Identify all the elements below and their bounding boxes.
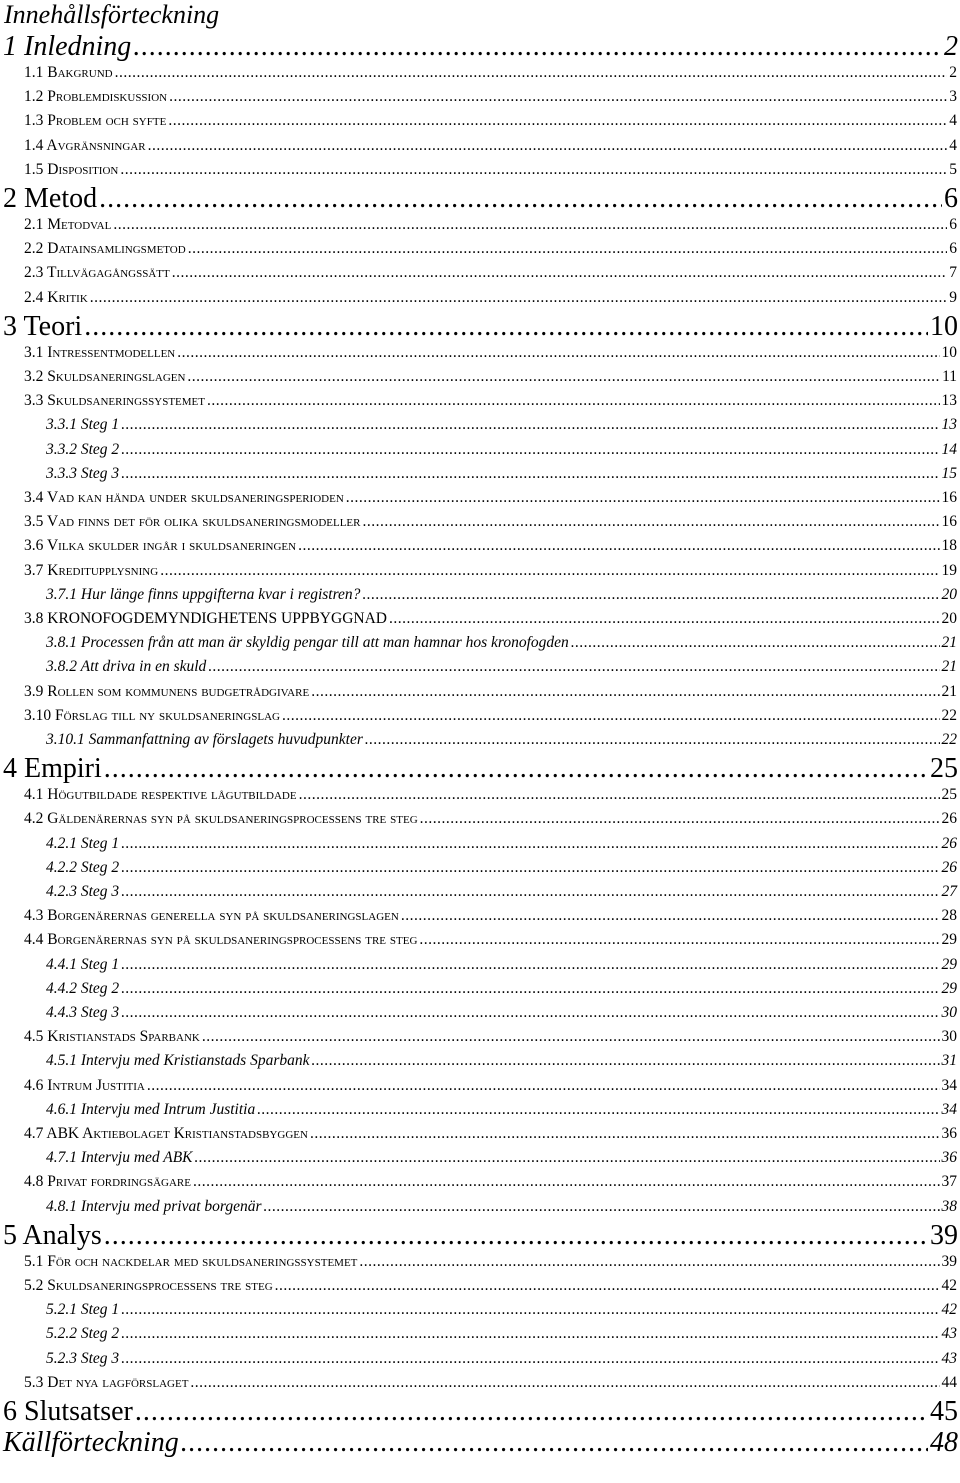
toc-entry[interactable] <box>46 1100 957 1120</box>
toc-entry-page: 14 <box>941 440 957 458</box>
toc-leader-dots <box>121 882 939 902</box>
toc-leader-dots <box>104 754 928 784</box>
toc-entry-label: 3.3 Skuldsaneringssystemet <box>24 392 205 410</box>
toc-leader-dots <box>207 391 940 411</box>
toc-entry[interactable] <box>24 809 957 829</box>
toc-entry-label: 1.1 Bakgrund <box>24 64 113 81</box>
toc-entry[interactable] <box>3 184 958 214</box>
toc-entry[interactable] <box>46 415 957 435</box>
toc-entry[interactable] <box>46 834 957 854</box>
toc-entry-page: 26 <box>941 858 957 876</box>
toc-entry-page: 19 <box>941 561 957 579</box>
toc-leader-dots <box>299 785 940 805</box>
toc-entry[interactable] <box>46 858 957 878</box>
toc-leader-dots <box>365 730 940 750</box>
toc-entry-label: 4.4.1 Steg 1 <box>46 955 120 973</box>
toc-leader-dots <box>121 440 939 460</box>
toc-entry[interactable] <box>24 215 957 235</box>
toc-entry-page: 16 <box>941 489 957 506</box>
toc-entry[interactable] <box>46 440 957 460</box>
toc-entry-page: 4 <box>949 136 957 154</box>
toc-entry-label: 1.3 Problem och syfte <box>24 112 167 130</box>
toc-entry[interactable] <box>46 1148 957 1168</box>
toc-entry-label: 4.5 Kristianstads Sparbank <box>24 1028 200 1046</box>
toc-entry-page: 34 <box>941 1100 957 1118</box>
toc-leader-dots <box>148 136 948 156</box>
toc-entry-label: 4.2.3 Steg 3 <box>46 883 120 900</box>
toc-entry[interactable] <box>24 488 957 508</box>
toc-entry-label: 4.2 Gäldenärernas syn på skuldsaneringsprocessens tre steg <box>24 810 418 828</box>
toc-entry-label: 4.1 Högutbildade respektive lågutbildade <box>24 786 297 804</box>
toc-leader-dots <box>121 415 939 435</box>
toc-entry-label: 3.8.1 Processen från att man är skyldig pengar till att man hamnar hos kronofogden <box>46 634 569 652</box>
toc-entry-label: 2 Metod <box>3 183 98 214</box>
toc-entry-label: 4.6 Intrum Justitia <box>24 1076 145 1094</box>
toc-leader-dots <box>177 343 939 363</box>
toc-entry-label: 2.2 Datainsamlingsmetod <box>24 240 186 258</box>
toc-leader-dots <box>121 1003 939 1023</box>
toc-entry-label: 3.7.1 Hur länge finns uppgifterna kvar i registren? <box>46 585 361 603</box>
toc-entry[interactable] <box>46 633 957 653</box>
toc-leader-dots <box>257 1100 939 1120</box>
toc-entry-label: 3.9 Rollen som kommunens budgetrådgivare <box>24 682 310 700</box>
toc-entry-page: 26 <box>941 834 957 852</box>
toc-leader-dots <box>115 63 948 83</box>
toc-leader-dots <box>310 1124 940 1144</box>
toc-entry-label: 6 Slutsatser <box>3 1396 133 1427</box>
toc-entry[interactable] <box>24 682 957 702</box>
toc-entry[interactable] <box>24 1172 957 1192</box>
toc-entry-label: 5.3 Det nya lagförslaget <box>24 1373 189 1391</box>
toc-entry[interactable] <box>3 1428 958 1458</box>
toc-entry[interactable] <box>46 955 957 975</box>
toc-entry[interactable] <box>24 1373 957 1393</box>
toc-entry[interactable] <box>46 1349 957 1369</box>
toc-entry[interactable] <box>24 1027 957 1047</box>
toc-entry-page: 16 <box>941 513 957 531</box>
toc-entry-label: 4 Empiri <box>3 753 102 785</box>
toc-entry[interactable] <box>24 87 957 107</box>
toc-entry-label: 4.5.1 Intervju med Kristianstads Sparbank <box>46 1052 310 1070</box>
toc-entry-label: 1.2 Problemdiskussion <box>24 88 168 106</box>
toc-entry-label: 3.3.2 Steg 2 <box>46 440 120 458</box>
toc-entry[interactable] <box>46 730 957 750</box>
toc-entry-label: 4.4.3 Steg 3 <box>46 1004 120 1021</box>
toc-entry[interactable] <box>46 1051 957 1071</box>
toc-entry-page: 30 <box>941 1028 957 1046</box>
toc-entry-label: 4.7 ABK Aktiebolaget Kristianstadsbyggen <box>24 1125 308 1142</box>
toc-leader-dots <box>135 1397 928 1427</box>
toc-entry-label: 4.6.1 Intervju med Intrum Justitia <box>46 1100 256 1118</box>
toc-leader-dots <box>104 1221 928 1251</box>
toc-entry[interactable] <box>46 882 957 902</box>
toc-entry-page: 44 <box>941 1373 957 1391</box>
toc-entry-page: 30 <box>941 1004 957 1021</box>
toc-entry[interactable] <box>24 609 957 629</box>
toc-leader-dots <box>121 979 939 999</box>
toc-entry-page: 6 <box>944 183 958 214</box>
toc-entry-page: 25 <box>941 786 957 804</box>
toc-entry-label: 2.1 Metodval <box>24 216 112 233</box>
toc-entry-label: 3.8 KRONOFOGDEMYNDIGHETENS UPPBYGGNAD <box>24 610 387 627</box>
toc-entry-page: 43 <box>941 1349 957 1367</box>
toc-entry-label: 4.2.1 Steg 1 <box>46 834 120 852</box>
toc-leader-dots <box>169 87 947 107</box>
toc-leader-dots <box>84 312 928 342</box>
toc-entry-page: 13 <box>941 416 957 434</box>
toc-entry[interactable] <box>24 63 957 83</box>
toc-entry-page: 29 <box>941 979 957 997</box>
toc-leader-dots <box>187 367 940 387</box>
toc-leader-dots <box>359 1252 939 1272</box>
toc-leader-dots <box>419 930 939 950</box>
toc-leader-dots <box>121 858 939 878</box>
toc-leader-dots <box>121 1300 939 1320</box>
toc-leader-dots <box>282 706 940 726</box>
toc-entry[interactable] <box>24 367 957 387</box>
toc-leader-dots <box>90 288 947 308</box>
toc-entry-label: 1.5 Disposition <box>24 160 119 178</box>
toc-entry-label: 4.7.1 Intervju med ABK <box>46 1149 193 1167</box>
toc-entry[interactable] <box>24 1124 957 1144</box>
toc-entry-page: 5 <box>949 160 957 178</box>
toc-entry-page: 6 <box>949 216 957 233</box>
toc-entry[interactable] <box>24 536 957 556</box>
toc-entry-page: 3 <box>949 88 957 106</box>
toc-leader-dots <box>312 1051 940 1071</box>
toc-entry[interactable] <box>46 464 957 484</box>
toc-entry-page: 48 <box>930 1427 958 1458</box>
toc-leader-dots <box>181 1428 928 1458</box>
toc-entry[interactable] <box>46 1003 957 1023</box>
toc-entry[interactable] <box>24 111 957 131</box>
toc-entry-label: 3.8.2 Att driva in en skuld <box>46 658 207 676</box>
toc-entry[interactable] <box>3 1397 958 1427</box>
toc-leader-dots <box>195 1148 940 1168</box>
toc-leader-dots <box>346 488 940 508</box>
toc-leader-dots <box>133 32 942 62</box>
toc-entry-page: 20 <box>941 585 957 603</box>
toc-leader-dots <box>121 464 939 484</box>
toc-entry-page: 18 <box>941 537 957 555</box>
toc-entry[interactable] <box>24 706 957 726</box>
toc-entry[interactable] <box>46 1324 957 1344</box>
toc-entry-label: 3.3.3 Steg 3 <box>46 464 120 482</box>
toc-leader-dots <box>168 111 947 131</box>
toc-entry[interactable] <box>46 1300 957 1320</box>
toc-entry-page: 13 <box>941 392 957 410</box>
toc-entry-page: 34 <box>941 1076 957 1094</box>
toc-leader-dots <box>571 633 940 653</box>
toc-entry[interactable] <box>46 657 957 677</box>
toc-entry[interactable] <box>24 239 957 259</box>
toc-entry-page: 10 <box>941 343 957 361</box>
toc-entry[interactable] <box>24 785 957 805</box>
toc-entry-page: 45 <box>930 1396 958 1427</box>
toc-entry-page: 20 <box>941 610 957 627</box>
toc-entry-page: 21 <box>941 682 957 700</box>
toc-entry-label: 1 Inledning <box>3 31 132 62</box>
toc-leader-dots <box>362 585 939 605</box>
toc-entry-page: 2 <box>949 64 957 81</box>
toc-entry-label: 1.4 Avgränsningar <box>24 136 146 154</box>
toc-entry[interactable] <box>24 160 957 180</box>
toc-entry[interactable] <box>24 391 957 411</box>
toc-entry-page: 36 <box>941 1149 957 1167</box>
toc-leader-dots <box>121 955 939 975</box>
toc-entry-label: 2.4 Kritik <box>24 288 88 306</box>
toc-entry-page: 9 <box>949 288 957 306</box>
toc-entry-label: 3.6 Vilka skulder ingår i skuldsaneringen <box>24 537 297 555</box>
toc-entry-page: 27 <box>941 883 957 900</box>
toc-entry[interactable] <box>24 1276 957 1296</box>
toc-entry-page: 42 <box>941 1301 957 1319</box>
toc-entry-label: 3.10.1 Sammanfattning av förslagets huvudpunkter <box>46 731 363 748</box>
toc-entry-page: 36 <box>941 1125 957 1142</box>
toc-entry-page: 10 <box>930 310 958 342</box>
toc-entry[interactable] <box>24 561 957 581</box>
toc-entry-label: 3.4 Vad kan hända under skuldsaneringsperioden <box>24 489 344 506</box>
toc-entry-page: 6 <box>949 240 957 258</box>
toc-entry-page: 38 <box>941 1197 957 1215</box>
toc-entry[interactable] <box>24 288 957 308</box>
toc-entry-page: 22 <box>941 706 957 724</box>
toc-entry-label: 5.2.3 Steg 3 <box>46 1349 120 1367</box>
toc-entry[interactable] <box>24 343 957 363</box>
toc-entry-label: 3.1 Intressentmodellen <box>24 343 176 361</box>
toc-entry-page: 15 <box>941 464 957 482</box>
toc-leader-dots <box>298 536 939 556</box>
toc-entry-page: 7 <box>949 264 957 282</box>
toc-leader-dots <box>264 1197 940 1217</box>
toc-entry[interactable] <box>46 1197 957 1217</box>
toc-leader-dots <box>311 682 939 702</box>
toc-leader-dots <box>188 239 948 259</box>
toc-leader-dots <box>113 215 947 235</box>
toc-entry-label: 3 Teori <box>3 310 83 342</box>
toc-leader-dots <box>99 184 942 214</box>
toc-entry[interactable] <box>24 136 957 156</box>
toc-entry-page: 22 <box>941 731 957 748</box>
toc-entry-label: 5.1 För och nackdelar med skuldsaneringssystemet <box>24 1252 358 1270</box>
toc-entry-page: 4 <box>949 112 957 130</box>
toc-leader-dots <box>363 512 940 532</box>
toc-entry-page: 11 <box>942 368 957 385</box>
toc-entry-label: 4.3 Borgenärernas generella syn på skuldsaneringslagen <box>24 907 399 925</box>
toc-entry-label: 5.2.1 Steg 1 <box>46 1301 120 1319</box>
toc-entry-label: 5 Analys <box>3 1219 102 1251</box>
toc-entry-label: Källförteckning <box>3 1427 179 1458</box>
toc-entry-label: 4.4 Borgenärernas syn på skuldsaneringsprocessens tre steg <box>24 931 418 949</box>
toc-entry[interactable] <box>24 1076 957 1096</box>
toc-entry-page: 28 <box>941 907 957 925</box>
toc-leader-dots <box>208 657 939 677</box>
toc-leader-dots <box>160 561 939 581</box>
toc-leader-dots <box>190 1373 939 1393</box>
toc-entry-label: 5.2.2 Steg 2 <box>46 1325 120 1343</box>
toc-entry-page: 21 <box>941 634 957 652</box>
toc-title: Innehållsförteckning <box>4 0 220 29</box>
toc-entry-page: 2 <box>944 31 958 62</box>
toc-entry-label: 4.8 Privat fordringsägare <box>24 1173 191 1191</box>
toc-leader-dots <box>420 809 940 829</box>
toc-leader-dots <box>120 160 947 180</box>
toc-entry[interactable] <box>24 1252 957 1272</box>
toc-entry-page: 21 <box>941 658 957 676</box>
toc-entry[interactable] <box>3 32 958 62</box>
toc-entry-page: 29 <box>941 955 957 973</box>
toc-entry[interactable] <box>24 906 957 926</box>
toc-leader-dots <box>172 263 948 283</box>
toc-entry-label: 3.2 Skuldsaneringslagen <box>24 368 186 385</box>
toc-entry[interactable] <box>24 512 957 532</box>
toc-entry-page: 26 <box>941 810 957 828</box>
toc-leader-dots <box>275 1276 940 1296</box>
toc-leader-dots <box>121 834 939 854</box>
toc-entry-page: 39 <box>941 1252 957 1270</box>
toc-entry-page: 39 <box>930 1219 958 1251</box>
toc-entry-label: 5.2 Skuldsaneringsprocessens tre steg <box>24 1277 273 1294</box>
toc-entry[interactable] <box>3 754 958 784</box>
toc-entry-page: 37 <box>941 1173 957 1191</box>
toc-entry-page: 31 <box>941 1052 957 1070</box>
toc-leader-dots <box>202 1027 940 1047</box>
toc-leader-dots <box>147 1076 940 1096</box>
toc-entry-label: 2.3 Tillvägagångssätt <box>24 264 170 282</box>
toc-entry[interactable] <box>46 585 957 605</box>
toc-entry[interactable] <box>3 312 958 342</box>
toc-entry-label: 3.5 Vad finns det för olika skuldsaneringsmodeller <box>24 513 361 531</box>
toc-leader-dots <box>121 1349 939 1369</box>
toc-entry-page: 25 <box>930 753 958 785</box>
toc-entry-label: 4.2.2 Steg 2 <box>46 858 120 876</box>
toc-entry[interactable] <box>3 1221 958 1251</box>
toc-leader-dots <box>193 1172 940 1192</box>
toc-entry-label: 4.8.1 Intervju med privat borgenär <box>46 1197 262 1215</box>
toc-entry-page: 29 <box>941 931 957 949</box>
toc-entry[interactable] <box>24 930 957 950</box>
toc-entry-label: 3.3.1 Steg 1 <box>46 416 120 434</box>
toc-leader-dots <box>401 906 940 926</box>
toc-entry-page: 43 <box>941 1325 957 1343</box>
toc-entry-page: 42 <box>941 1277 957 1294</box>
toc-entry-label: 4.4.2 Steg 2 <box>46 979 120 997</box>
toc-entry[interactable] <box>46 979 957 999</box>
toc-entry[interactable] <box>24 263 957 283</box>
toc-leader-dots <box>389 609 940 629</box>
toc-entry-label: 3.10 Förslag till ny skuldsaneringslag <box>24 706 280 724</box>
toc-leader-dots <box>121 1324 939 1344</box>
toc-entry-label: 3.7 Kreditupplysning <box>24 561 159 579</box>
